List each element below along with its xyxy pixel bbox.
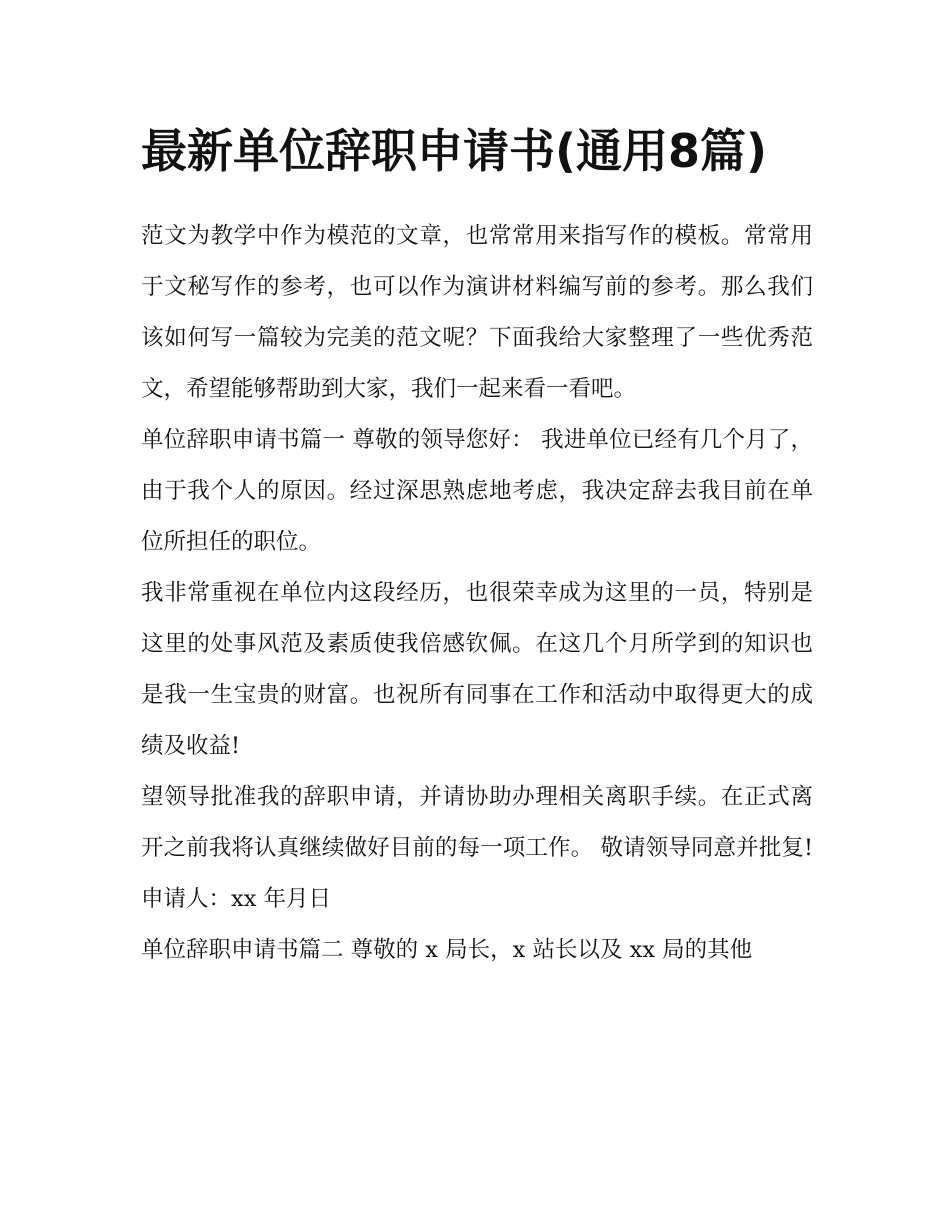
document-body — [141, 211, 813, 976]
paragraph-letter-one-closing: 望领导批准我的辞职申请，并请协助办理相关离职手续。在正式离开之前我将认真继续做好目前的每一项工作。 敬请领导同意并批复! 申请人：xx 年月日 — [141, 784, 813, 912]
paragraph-letter-two-opening: 单位辞职申请书篇二 尊敬的 x 局长，x 站长以及 xx 局的其他 — [141, 937, 753, 963]
document-title: 最新单位辞职申请书(通用8篇) — [141, 124, 768, 178]
paragraph-letter-one-gratitude: 我非常重视在单位内这段经历，也很荣幸成为这里的一员，特别是这里的处事风范及素质使我倍感钦佩。在这几个月所学到的知识也是我一生宝贵的财富。也祝所有同事在工作和活动中取得更大的成绩及收益! — [141, 580, 813, 759]
paragraph-intro: 范文为教学中作为模范的文章，也常常用来指写作的模板。常常用于文秘写作的参考，也可以作为演讲材料编写前的参考。那么我们该如何写一篇较为完美的范文呢？下面我给大家整理了一些优秀范文，希望能够帮助到大家，我们一起来看一看吧。 — [141, 223, 813, 402]
paragraph-letter-one-opening: 单位辞职申请书篇一 尊敬的领导您好： 我进单位已经有几个月了，由于我个人的原因。经过深思熟虑地考虑，我决定辞去我目前在单位所担任的职位。 — [141, 427, 813, 555]
document-content — [141, 112, 813, 976]
